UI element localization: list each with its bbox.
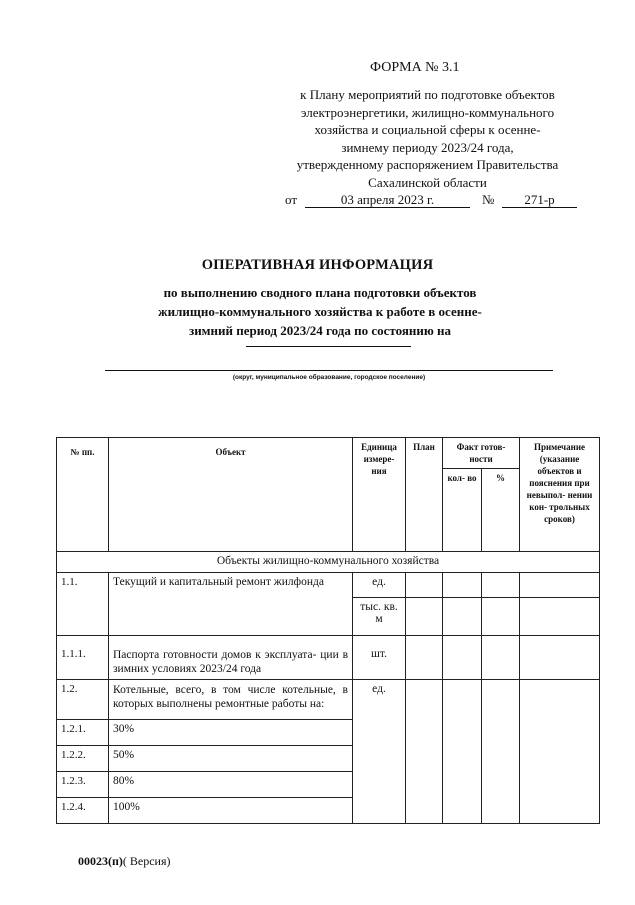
row-number: 1.2.1. (57, 720, 109, 746)
header-num: № пп. (57, 438, 109, 552)
readiness-table (56, 437, 600, 824)
row-fact-percent (482, 636, 520, 680)
row-object: 30% (109, 720, 353, 746)
row-object: Котельные, всего, в том числе котельные, в которых выполнены ремонтные работы на: (109, 680, 353, 720)
row-object: Текущий и капитальный ремонт жилфонда (109, 573, 353, 636)
footer-code: 00023(п) (78, 854, 123, 868)
row-plan (406, 636, 443, 680)
row-number: 1.1.1. (57, 636, 109, 680)
row-fact-count (443, 636, 482, 680)
appendix-line: утвержденному распоряжением Правительства (296, 157, 559, 172)
appendix-line: зимнему периоду 2023/24 года, (341, 139, 514, 155)
appendix-line: хозяйства и социальной сферы к осенне- (314, 122, 541, 137)
appendix-line: Сахалинской области (368, 174, 487, 190)
order-date-line (285, 192, 585, 210)
header-fact: Факт готов- ности (443, 438, 520, 469)
document-subtitle (110, 283, 530, 340)
header-fact-count: кол- во (443, 469, 482, 552)
row-fact-count (443, 680, 482, 824)
row-plan (406, 680, 443, 824)
appendix-line: электроэнергетики, жилищно-коммунального (300, 104, 555, 120)
row-number: 1.2.4. (57, 798, 109, 824)
row-unit: шт. (353, 636, 406, 680)
row-number: 1.2. (57, 680, 109, 720)
row-note (520, 680, 600, 824)
row-fact-percent (482, 598, 520, 636)
row-plan (406, 598, 443, 636)
subtitle-line: зимний период 2023/24 года по состоянию на (188, 323, 452, 338)
row-note (520, 598, 600, 636)
row-object: 100% (109, 798, 353, 824)
appendix-reference (255, 86, 600, 191)
header-plan: План (406, 438, 443, 552)
row-object: Паспорта готовности домов к эксплуата- ции в зимних условиях 2023/24 года (109, 636, 353, 680)
number-prefix: № (482, 192, 495, 207)
row-fact-count (443, 573, 482, 598)
municipality-blank (105, 370, 553, 371)
row-number: 1.2.2. (57, 746, 109, 772)
header-note: Примечание (указание объектов и пояснения при невыпол- нении кон- трольных сроков) (520, 438, 600, 552)
row-object: 80% (109, 772, 353, 798)
header-unit: Единица измере- ния (353, 438, 406, 552)
row-fact-percent (482, 680, 520, 824)
row-number: 1.1. (57, 573, 109, 636)
footer-version (78, 854, 171, 869)
order-date: 03 апреля 2023 г. (305, 192, 470, 208)
date-prefix: от (285, 192, 298, 207)
row-object: 50% (109, 746, 353, 772)
subtitle-line: жилищно-коммунального хозяйства к работе в осенне- (158, 304, 482, 319)
row-note (520, 573, 600, 598)
subtitle-line: по выполнению сводного плана подготовки объектов (163, 285, 477, 300)
municipality-caption: (округ, муниципальное образование, городское поселение) (232, 374, 426, 381)
status-date-blank (246, 346, 411, 347)
footer-version-label: ( Версия) (122, 854, 171, 868)
row-unit: ед. (353, 680, 406, 824)
row-plan (406, 573, 443, 598)
order-number: 271-р (502, 192, 577, 208)
row-number: 1.2.3. (57, 772, 109, 798)
document-title: ОПЕРАТИВНАЯ ИНФОРМАЦИЯ (201, 257, 434, 273)
header-object: Объект (109, 438, 353, 552)
appendix-line: к Плану мероприятий по подготовке объектов (300, 87, 555, 102)
row-fact-count (443, 598, 482, 636)
form-number: ФОРМА № 3.1 (370, 60, 460, 75)
row-unit: ед. (353, 573, 406, 598)
section-heading: Объекты жилищно-коммунального хозяйства (57, 552, 600, 573)
row-note (520, 636, 600, 680)
header-fact-percent: % (482, 469, 520, 552)
row-unit: тыс. кв. м (353, 598, 406, 636)
row-fact-percent (482, 573, 520, 598)
